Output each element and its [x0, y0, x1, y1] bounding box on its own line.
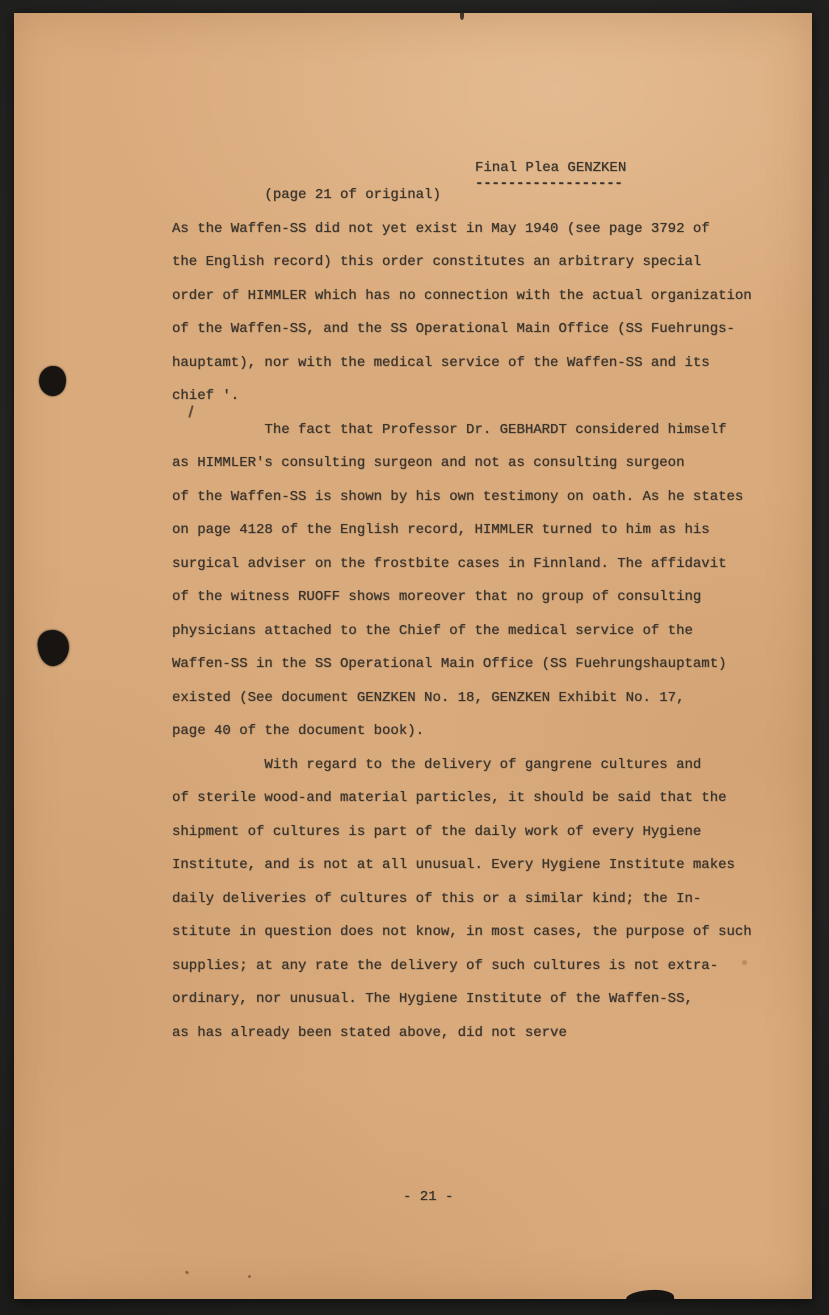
text-line: as HIMMLER's consulting surgeon and not as consulting surgeon	[172, 455, 685, 471]
document-page	[14, 13, 812, 1299]
text-line: page 40 of the document book).	[172, 723, 425, 739]
title-underline: ------------------	[475, 176, 623, 192]
text-line: stitute in question does not know, in most cases, the purpose of such	[172, 924, 752, 940]
text-line: daily deliveries of cultures of this or a similar kind; the In-	[172, 890, 702, 907]
text-line: (page 21 of original)	[172, 187, 441, 203]
punch-hole-top	[37, 364, 68, 397]
text-line: of sterile wood-and material particles, it should be said that the	[172, 790, 727, 806]
text-line: surgical adviser on the frostbite cases in Finnland. The affidavit	[172, 555, 727, 572]
text-line: order of HIMMLER which has no connection with the actual organization	[172, 287, 752, 304]
text-line: chief '.	[172, 388, 240, 404]
text-line: of the Waffen-SS is shown by his own testimony on oath. As he states	[172, 488, 744, 505]
paper-tear	[626, 1289, 674, 1300]
text-line: With regard to the delivery of gangrene cultures and	[172, 756, 702, 773]
paper-speck	[248, 1275, 251, 1278]
text-line: of the witness RUOFF shows moreover that no group of consulting	[172, 589, 702, 605]
paper-speck	[185, 1270, 190, 1275]
text-line: hauptamt), nor with the medical service of the Waffen-SS and its	[172, 354, 710, 371]
punch-hole-bottom	[36, 628, 71, 667]
text-line: physicians attached to the Chief of the medical service of the	[172, 622, 693, 639]
text-line: As the Waffen-SS did not yet exist in May 1940 (see page 3792 of	[172, 220, 710, 237]
paper-notch	[460, 12, 464, 20]
page-number: - 21 -	[403, 1189, 454, 1205]
text-line: supplies; at any rate the delivery of such cultures is not extra-	[172, 957, 719, 974]
text-line: ordinary, nor unusual. The Hygiene Institute of the Waffen-SS,	[172, 991, 693, 1007]
text-line: as has already been stated above, did not serve	[172, 1024, 567, 1041]
document-body	[172, 179, 772, 1050]
text-line: Institute, and is not at all unusual. Every Hygiene Institute makes	[172, 857, 735, 873]
text-line: The fact that Professor Dr. GEBHARDT considered himself	[172, 421, 727, 438]
text-line: on page 4128 of the English record, HIMMLER turned to him as his	[172, 522, 710, 538]
text-line: the English record) this order constitutes an arbitrary special	[172, 254, 702, 270]
text-line: existed (See document GENZKEN No. 18, GENZKEN Exhibit No. 17,	[172, 689, 685, 706]
text-line: of the Waffen-SS, and the SS Operational Main Office (SS Fuehrungs-	[172, 321, 735, 337]
document-title: Final Plea GENZKEN	[475, 160, 627, 176]
text-line: shipment of cultures is part of the daily work of every Hygiene	[172, 823, 702, 840]
text-line: Waffen-SS in the SS Operational Main Office (SS Fuehrungshauptamt)	[172, 656, 727, 672]
